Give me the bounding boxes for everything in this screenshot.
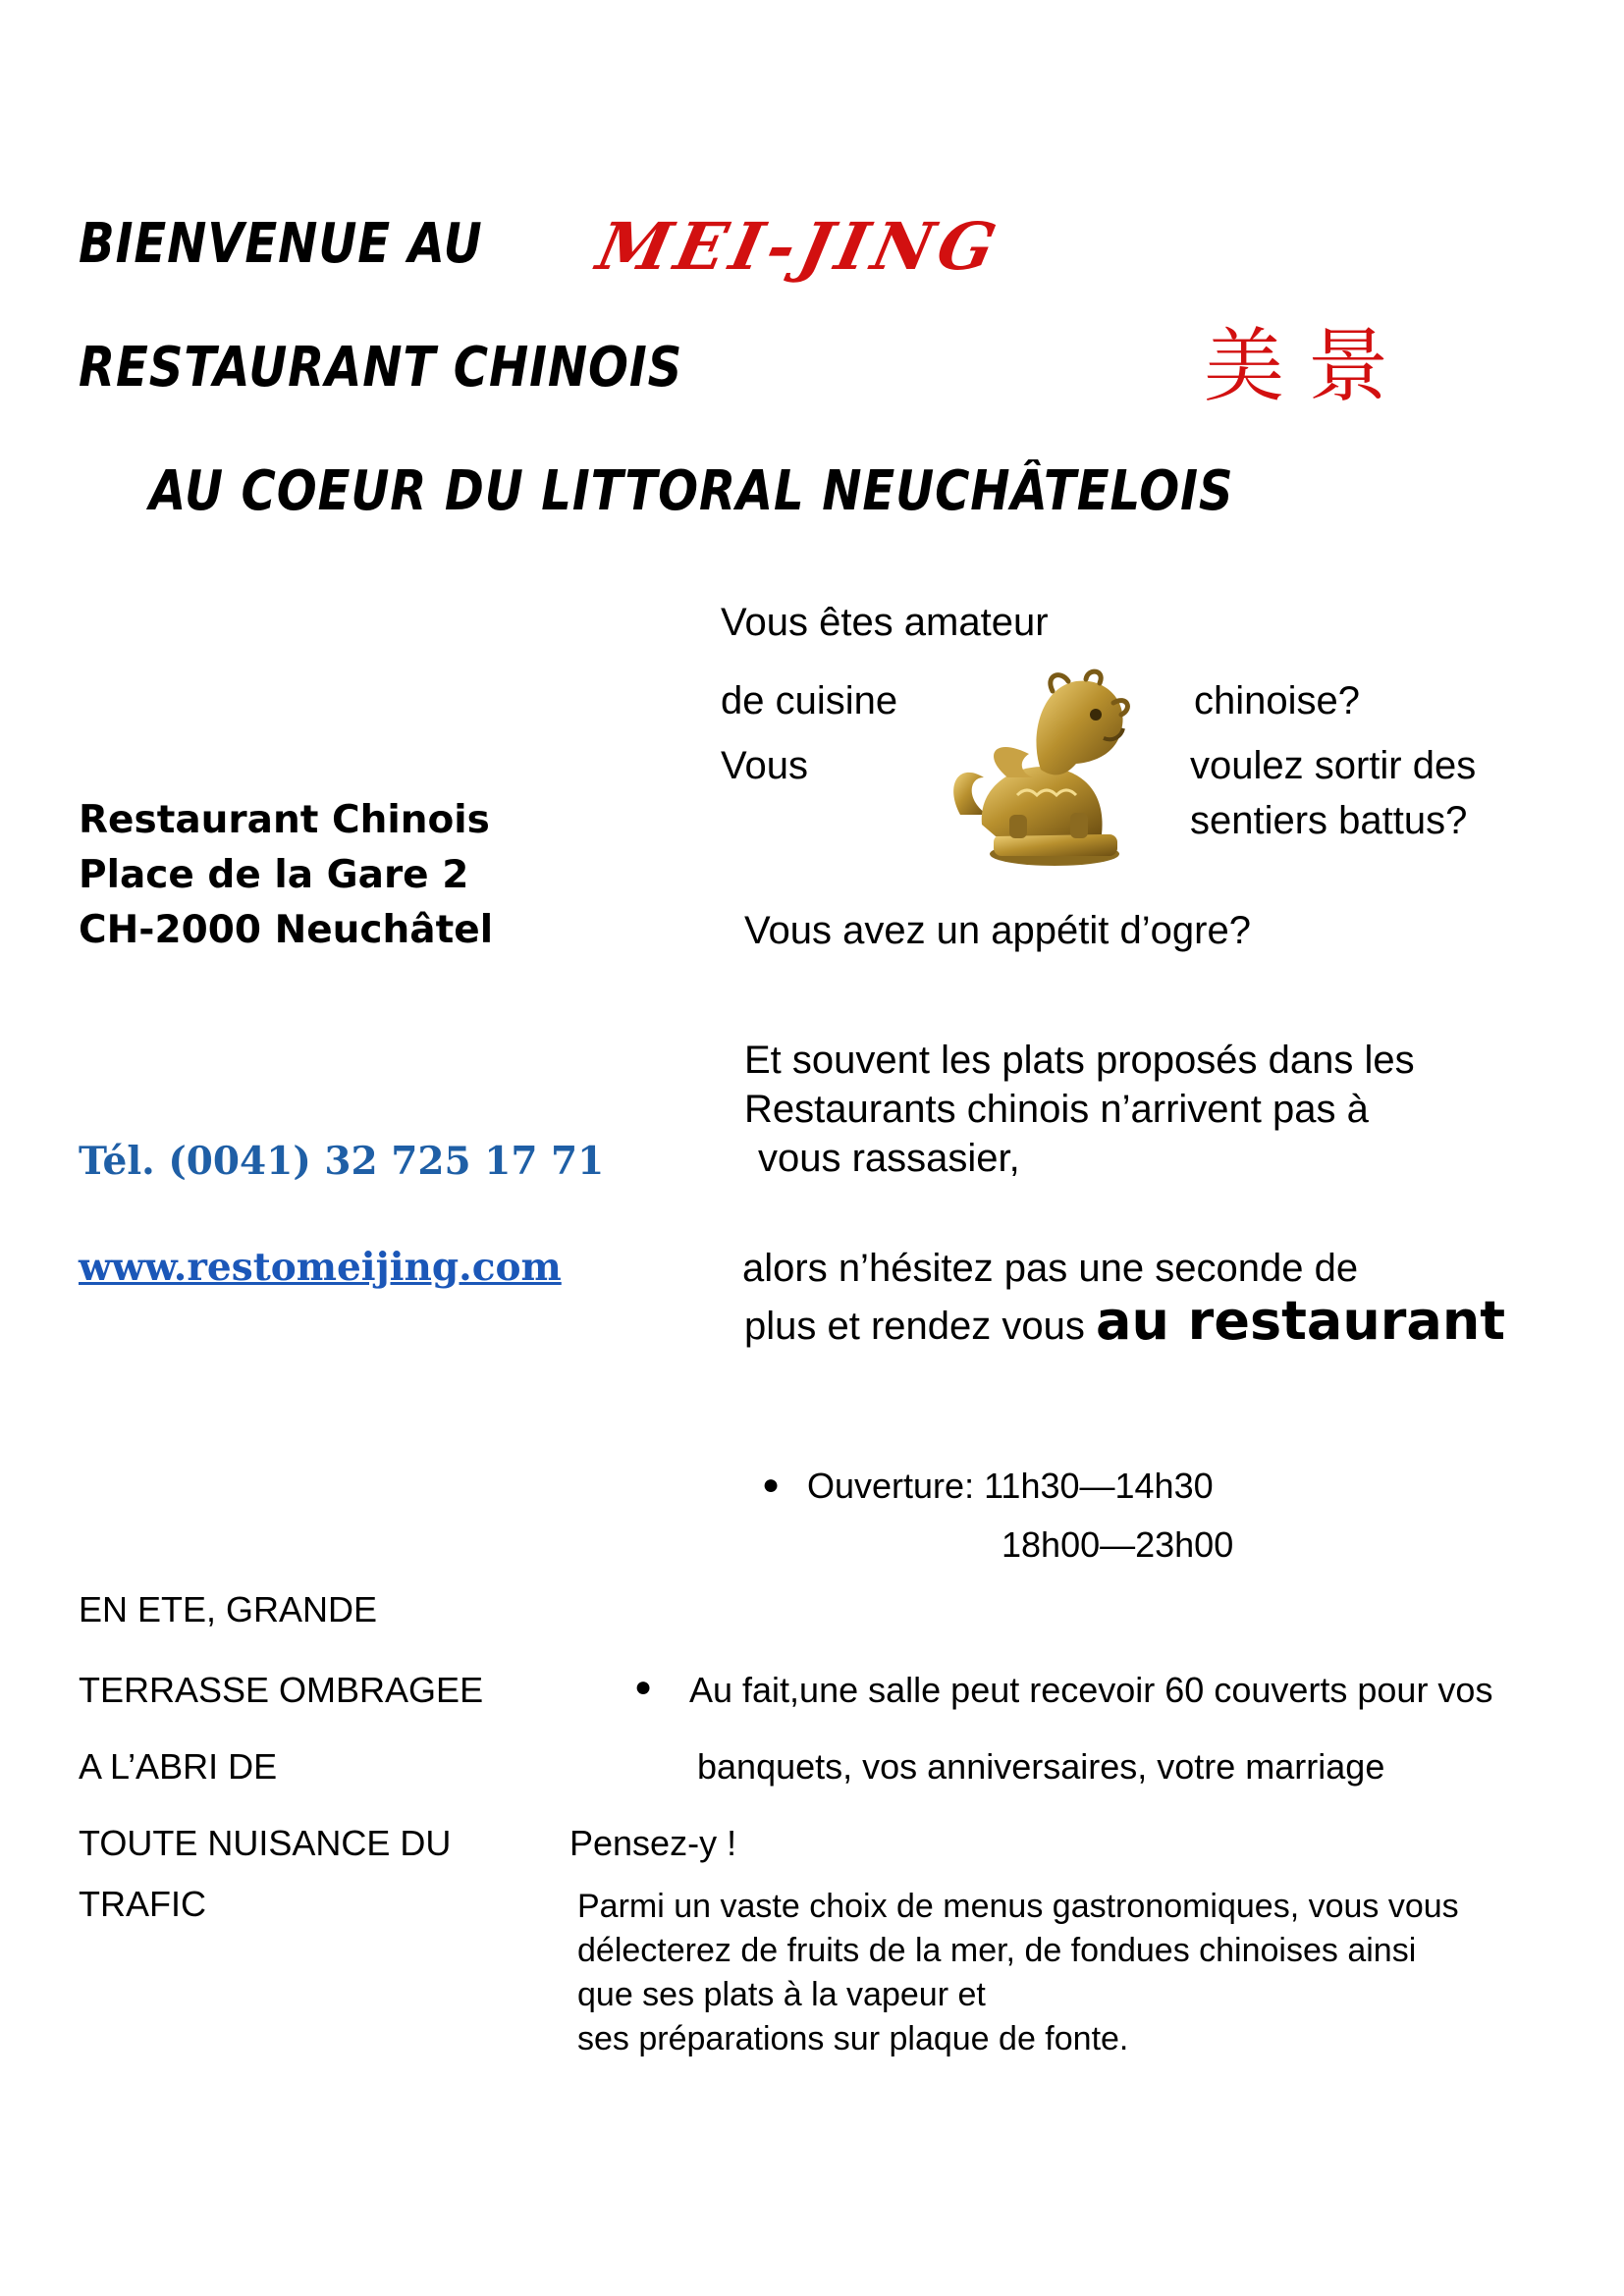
intro-line-1: Vous êtes amateur [721,601,1049,644]
address-street: Place de la Gare 2 [79,853,469,897]
brand-name: MEI-JING [590,208,1008,285]
opening-hours: Ouverture: 11h30—14h30 [807,1466,1214,1506]
intro-line-2b: chinoise? [1194,679,1361,722]
intro-line-3a: Vous [721,744,808,787]
intro-para-5-text: plus et rendez vous [744,1305,1085,1348]
intro-para-4: alors n’hésitez pas une seconde de [742,1247,1359,1290]
closing-line: délecterez de fruits de la mer, de fondues chinoises ainsi [577,1932,1417,1969]
intro-para-5-bold: au restaurant [1096,1290,1506,1352]
bullet-icon: ● [762,1468,781,1501]
phone-number[interactable]: Tél. (0041) 32 725 17 71 [79,1139,605,1184]
address-city: CH-2000 Neuchâtel [79,908,494,952]
intro-line-2a: de cuisine [721,679,898,722]
heading-restaurant: RESTAURANT CHINOIS [79,336,683,400]
terrace-line: TOUTE NUISANCE DU [79,1823,452,1863]
intro-line-3b: voulez sortir des [1190,744,1477,787]
closing-line: ses préparations sur plaque de fonte. [577,2020,1129,2057]
intro-para-1: Et souvent les plats proposés dans les [744,1039,1415,1082]
website-link[interactable]: www.restomeijing.com [79,1245,562,1290]
heading-welcome: BIENVENUE AU [79,212,483,276]
banquet-line-1: Au fait,une salle peut recevoir 60 couverts pour vos [689,1670,1493,1710]
golden-dragon-statue-icon [939,667,1135,870]
pensez-y: Pensez-y ! [569,1823,737,1863]
bullet-icon: ● [634,1671,653,1703]
intro-para-5 [744,1290,1506,1352]
chinese-characters: 美景 [1204,320,1413,413]
closing-line: que ses plats à la vapeur et [577,1976,986,2013]
address-name: Restaurant Chinois [79,798,490,842]
opening-hours-evening: 18h00—23h00 [1001,1524,1234,1565]
intro-line-4b: sentiers battus? [1190,799,1468,842]
intro-para-3: vous rassasier, [758,1137,1020,1180]
intro-para-2: Restaurants chinois n’arrivent pas à [744,1088,1369,1131]
terrace-line: TERRASSE OMBRAGEE [79,1670,484,1710]
terrace-line: EN ETE, GRANDE [79,1589,378,1629]
terrace-line: A L’ABRI DE [79,1746,278,1787]
terrace-line: TRAFIC [79,1884,206,1924]
intro-appetite: Vous avez un appétit d’ogre? [744,909,1251,952]
banquet-line-2: banquets, vos anniversaires, votre marriage [697,1746,1385,1787]
closing-line: Parmi un vaste choix de menus gastronomiques, vous vous [577,1888,1459,1925]
heading-location: AU COEUR DU LITTORAL NEUCHÂTELOIS [149,459,1234,523]
